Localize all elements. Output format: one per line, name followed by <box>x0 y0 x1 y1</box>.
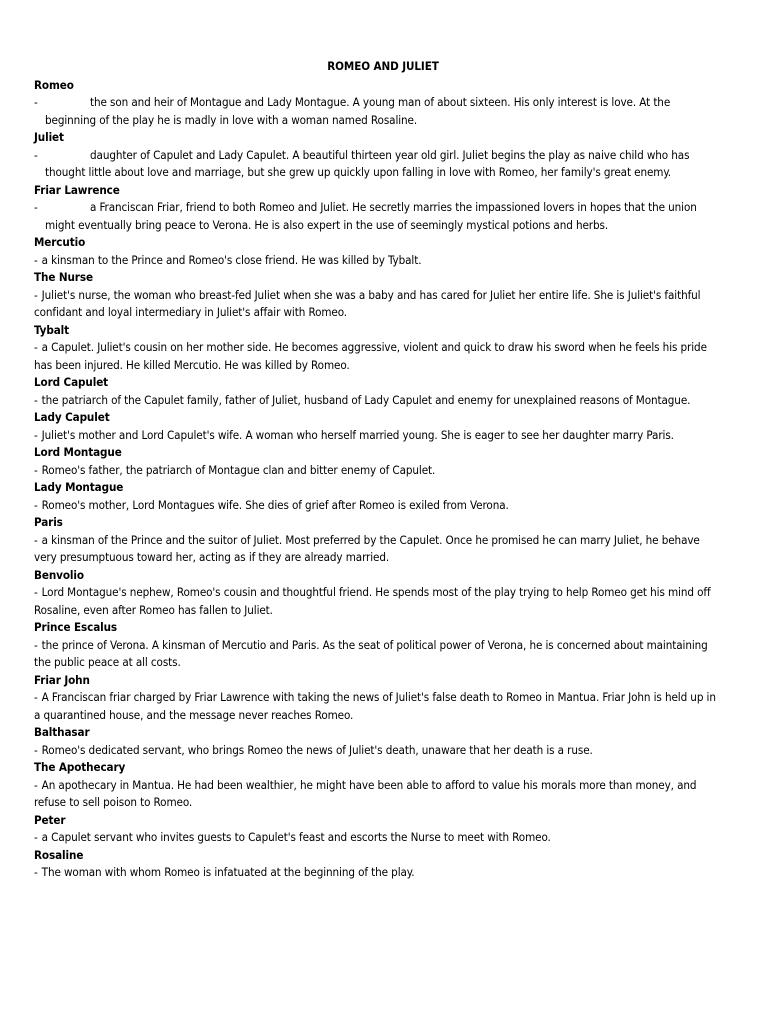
bullet-dash: - <box>34 637 38 652</box>
character-description-romeo <box>34 94 722 129</box>
bullet-dash: - <box>34 95 38 109</box>
description-text: Juliet's nurse, the woman who breast-fed Juliet when she was a baby and has cared for Juliet her entire life. She is Juliet's faithful confidant and loyal intermediary in Juliet's affair with Romeo. <box>34 287 701 319</box>
character-name-the-apothecary: The Apothecary <box>34 760 126 774</box>
bullet-dash: - <box>34 427 38 442</box>
description-text: daughter of Capulet and Lady Capulet. A beautiful thirteen year old girl. Juliet begins the play as naive child who has thought little about love and marriage, but she grew up quickly upon falling in love with Romeo, her family's great enemy. <box>45 147 690 179</box>
character-description-rosaline <box>34 864 722 882</box>
character-name-balthasar: Balthasar <box>34 725 90 739</box>
character-name-lady-montague: Lady Montague <box>34 480 124 494</box>
character-description-mercutio <box>34 252 722 270</box>
description-text: a Capulet servant who invites guests to Capulet's feast and escorts the Nurse to meet with Romeo. <box>41 830 551 844</box>
character-name-lady-capulet: Lady Capulet <box>34 410 110 424</box>
character-description-the-apothecary <box>34 777 722 812</box>
bullet-dash: - <box>34 462 38 477</box>
description-text: Romeo's father, the patriarch of Montague clan and bitter enemy of Capulet. <box>41 462 436 477</box>
description-text: the patriarch of the Capulet family, father of Juliet, husband of Lady Capulet and enemy for unexplained reasons of Montague. <box>41 392 691 407</box>
bullet-dash: - <box>34 147 38 162</box>
character-description-peter <box>34 829 722 847</box>
description-text: An apothecary in Mantua. He had been wealthier, he might have been able to afford to value his morals more than money, and refuse to sell poison to Romeo. <box>34 777 697 809</box>
description-text: a kinsman to the Prince and Romeo's close friend. He was killed by Tybalt. <box>41 252 422 267</box>
description-text: the prince of Verona. A kinsman of Mercutio and Paris. As the seat of political power of Verona, he is concerned about maintaining the public peace at all costs. <box>34 637 708 669</box>
description-text: Lord Montague's nephew, Romeo's cousin and thoughtful friend. He spends most of the play trying to help Romeo get his mind off Rosaline, even after Romeo has fallen to Juliet. <box>34 585 711 617</box>
character-description-friar-john <box>34 689 722 724</box>
character-description-the-nurse <box>34 287 722 322</box>
bullet-dash: - <box>34 865 38 879</box>
character-name-peter: Peter <box>34 812 66 827</box>
bullet-dash: - <box>34 532 38 547</box>
bullet-dash: - <box>34 252 38 267</box>
character-description-friar-lawrence <box>34 199 722 234</box>
character-description-lord-montague <box>34 462 722 480</box>
character-description-lady-montague <box>34 497 722 515</box>
character-name-juliet: Juliet <box>34 130 64 144</box>
character-name-romeo: Romeo <box>34 77 74 92</box>
bullet-dash: - <box>34 392 38 407</box>
character-name-friar-john: Friar John <box>34 672 90 687</box>
character-name-tybalt: Tybalt <box>34 322 70 337</box>
character-description-tybalt <box>34 339 722 374</box>
character-description-lord-capulet <box>34 392 722 410</box>
character-description-balthasar <box>34 742 722 760</box>
character-name-benvolio: Benvolio <box>34 567 84 582</box>
bullet-dash: - <box>34 497 38 512</box>
character-description-prince-escalus <box>34 637 722 672</box>
character-name-friar-lawrence: Friar Lawrence <box>34 182 120 197</box>
bullet-dash: - <box>34 690 38 704</box>
description-text: The woman with whom Romeo is infatuated at the beginning of the play. <box>41 865 415 879</box>
character-name-mercutio: Mercutio <box>34 235 86 249</box>
character-description-juliet <box>34 147 722 182</box>
bullet-dash: - <box>34 777 38 792</box>
character-name-lord-montague: Lord Montague <box>34 445 122 459</box>
page-title: ROMEO AND JULIET <box>327 59 439 73</box>
character-name-paris: Paris <box>34 515 63 529</box>
description-text: a Franciscan Friar, friend to both Romeo and Juliet. He secretly marries the impassioned lovers in hopes that the union might eventually bring peace to Verona. He is also expert in the use of seemingly mystical potions and herbs. <box>45 200 697 232</box>
description-text: A Franciscan friar charged by Friar Lawrence with taking the news of Juliet's false death to Romeo in Mantua. Friar John is held up in a quarantined house, and the message never reaches Romeo. <box>34 690 716 722</box>
description-text: Romeo's dedicated servant, who brings Romeo the news of Juliet's death, unaware that her death is a ruse. <box>41 742 593 757</box>
character-name-lord-capulet: Lord Capulet <box>34 375 109 389</box>
bullet-dash: - <box>34 287 38 302</box>
bullet-dash: - <box>34 200 38 214</box>
bullet-dash: - <box>34 830 38 844</box>
character-name-prince-escalus: Prince Escalus <box>34 620 118 634</box>
description-text: Juliet's mother and Lord Capulet's wife. A woman who herself married young. She is eager to see her daughter marry Paris. <box>41 427 674 442</box>
bullet-dash: - <box>34 340 38 354</box>
description-text: a Capulet. Juliet's cousin on her mother side. He becomes aggressive, violent and quick to draw his sword when he feels his pride has been injured. He killed Mercutio. He was killed by Romeo. <box>34 340 707 372</box>
character-name-the-nurse: The Nurse <box>34 270 93 284</box>
character-description-paris <box>34 532 722 567</box>
description-text: a kinsman of the Prince and the suitor of Juliet. Most preferred by the Capulet. Once he promised he can marry Juliet, he behave very presumptuous toward her, acting as if they are already married. <box>34 532 700 564</box>
description-text: Romeo's mother, Lord Montagues wife. She dies of grief after Romeo is exiled from Verona. <box>41 497 509 512</box>
bullet-dash: - <box>34 742 38 757</box>
character-description-benvolio <box>34 584 722 619</box>
bullet-dash: - <box>34 585 38 599</box>
character-description-lady-capulet <box>34 427 722 445</box>
description-text: the son and heir of Montague and Lady Montague. A young man of about sixteen. His only interest is love. At the beginning of the play he is madly in love with a woman named Rosaline. <box>45 95 671 127</box>
character-name-rosaline: Rosaline <box>34 847 84 862</box>
